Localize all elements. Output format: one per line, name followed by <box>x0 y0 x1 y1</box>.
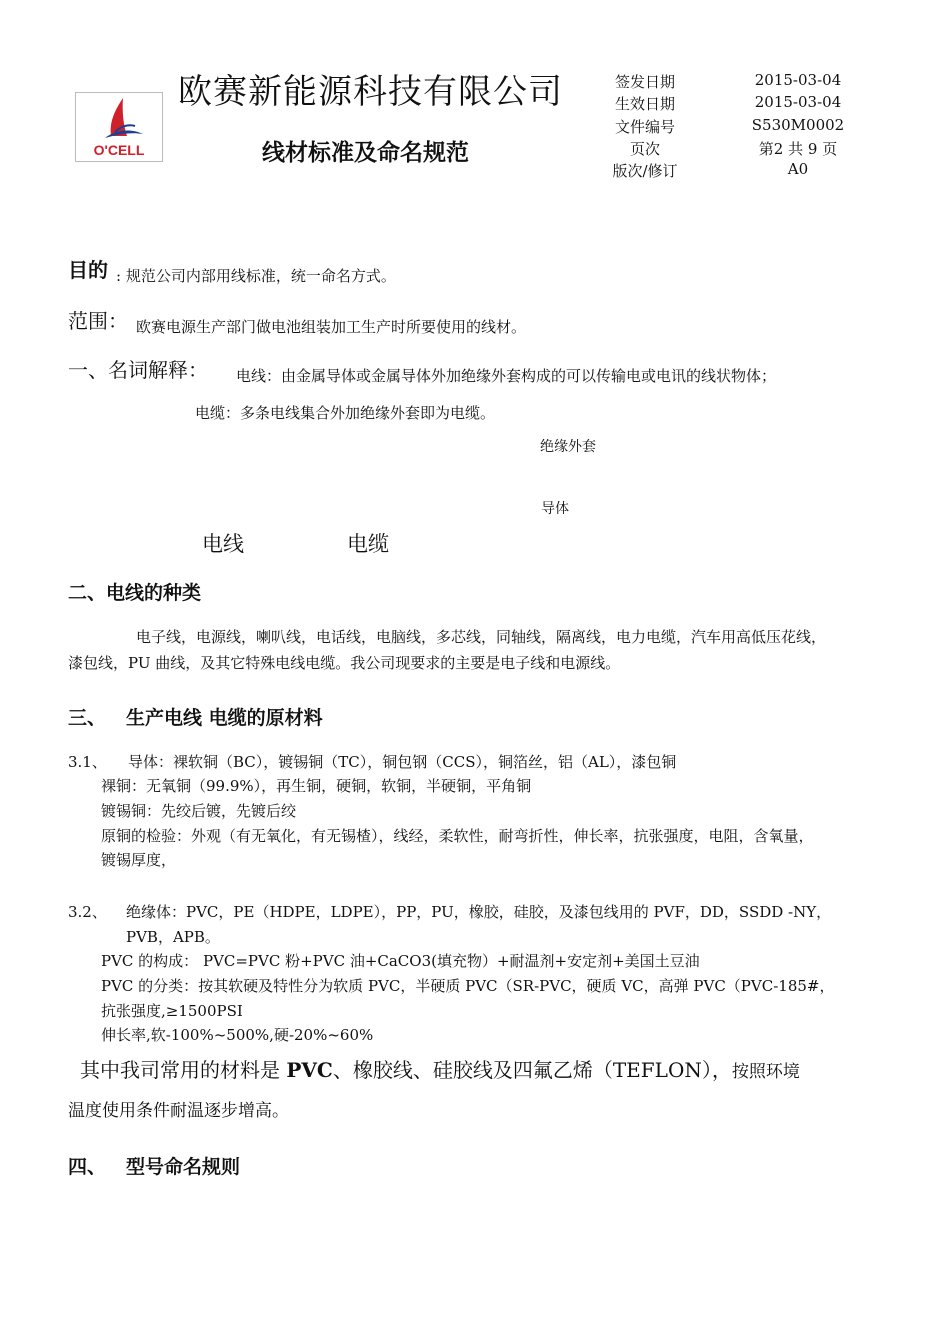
meta-value-doc-number: S530M0002 <box>751 116 845 134</box>
section4-number: 四、 <box>68 1156 107 1178</box>
meta-label-page: 页次 <box>629 140 660 158</box>
section3-2-text-line1: 绝缘体：PVC，PE（HDPE，LDPE），PP，PU，橡胶，硅胶，及漆包线用的 PVF，DD，SSDD -NY， <box>126 903 832 921</box>
figure-label-cable: 电缆 <box>347 532 389 556</box>
section3-2-number: 3.2、 <box>68 903 107 921</box>
meta-label-issue-date: 签发日期 <box>614 73 675 91</box>
section3-1-text: 导体：裸软铜（BC），镀锡铜（TC），铜包钢（CCS），铜箔丝，铝（AL），漆包铜 <box>128 753 677 771</box>
meta-label-revision: 版次/修订 <box>612 162 678 180</box>
section2-heading: 二、电线的种类 <box>68 582 202 604</box>
section3-heading: 生产电线 电缆的原材料 <box>126 707 323 729</box>
company-name: 欧赛新能源科技有限公司 <box>178 72 563 112</box>
scope-heading: 范围： <box>68 309 128 333</box>
section3-1-number: 3.1、 <box>68 753 107 771</box>
section3-2-text-line2: PVB，APB。 <box>126 928 220 946</box>
pvc-composition: PVC 的构成： PVC=PVC 粉+PVC 油+CaCO3(填充物）+耐温剂+安定剂+美国土豆油 <box>101 952 700 970</box>
section2-line1: 电子线，电源线，喇叭线，电话线，电脑线，多芯线，同轴线，隔离线，电力电缆，汽车用高低压花线， <box>136 628 827 646</box>
label-insulation-jacket: 绝缘外套 <box>540 439 596 455</box>
scope-text: 欧赛电源生产部门做电池组装加工生产时所要使用的线材。 <box>136 318 527 336</box>
pvc-classification-line3: 伸长率,软-100%~500%,硬-20%~60% <box>101 1026 374 1044</box>
meta-value-page: 第2 共 9 页 <box>758 140 838 158</box>
meta-label-doc-number: 文件编号 <box>614 118 675 136</box>
label-conductor: 导体 <box>541 501 569 517</box>
ocell-logo <box>75 92 163 162</box>
wire-definition: 电线：由金属导体或金属导体外加绝缘外套构成的可以传输电或电讯的线状物体； <box>236 367 777 385</box>
purpose-text: : 规范公司内部用线标准，统一命名方式。 <box>116 267 396 285</box>
section2-line2: 漆包线，PU 曲线，及其它特殊电线电缆。我公司现要求的主要是电子线和电源线。 <box>68 654 621 672</box>
document-title: 线材标准及命名规范 <box>262 140 469 166</box>
bare-copper-line: 裸铜：无氧铜（99.9%），再生铜，硬铜，软铜，半硬铜，平角铜 <box>101 777 532 795</box>
meta-value-revision: A0 <box>787 160 809 178</box>
section4-heading: 型号命名规则 <box>126 1156 241 1178</box>
common-materials-pvc: PVC <box>286 1058 333 1082</box>
logo-text: O'CELL <box>93 142 145 158</box>
meta-value-issue-date: 2015-03-04 <box>754 71 842 89</box>
common-materials-line1 <box>80 1054 800 1083</box>
meta-label-effective-date: 生效日期 <box>614 95 675 113</box>
copper-inspection-line2: 镀锡厚度， <box>101 851 177 869</box>
common-materials-text-c: 、橡胶线、硅胶线及四氟乙烯（TEFLON）， <box>332 1058 732 1082</box>
meta-value-effective-date: 2015-03-04 <box>754 93 842 111</box>
common-materials-text-a: 其中我司常用的材料是 <box>80 1058 287 1082</box>
purpose-heading: 目的 <box>68 258 108 282</box>
section1-heading: 一、名词解释： <box>68 358 208 382</box>
cable-definition: 电缆：多条电线集合外加绝缘外套即为电缆。 <box>195 404 496 422</box>
figure-label-wire: 电线 <box>202 532 244 556</box>
pvc-classification-line1: PVC 的分类：按其软硬及特性分为软质 PVC，半硬质 PVC（SR-PVC，硬质 VC，高弹 PVC（PVC-185#， <box>101 977 835 995</box>
common-materials-line2: 温度使用条件耐温逐步增高。 <box>68 1101 289 1121</box>
section3-number: 三、 <box>68 707 107 729</box>
common-materials-text-d: 按照环境 <box>731 1062 800 1082</box>
pvc-classification-line2: 抗张强度,≥1500PSI <box>101 1002 243 1020</box>
tinned-copper-line: 镀锡铜：先绞后镀，先镀后绞 <box>101 802 297 820</box>
copper-inspection-line1: 原铜的检验：外观（有无氧化，有无锡楂），线经，柔软性，耐弯折性，伸长率，抗张强度，电阻，含氧量， <box>101 827 814 845</box>
